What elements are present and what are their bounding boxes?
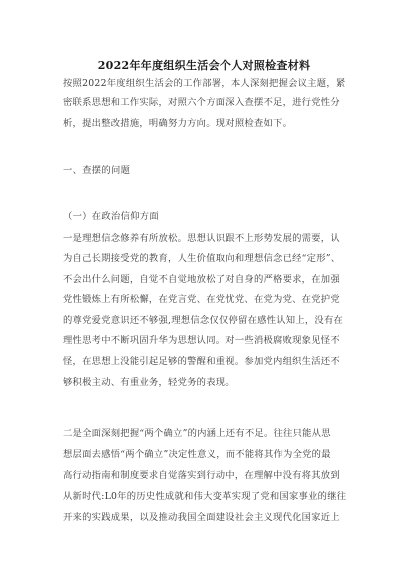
paragraph-two-line-1: 二是全面深刻把握“两个确立”的内涵上还有不足。往往只能从思 xyxy=(63,428,331,439)
paragraph-one-line-5: 的尊党爱党意识还不够强,理想信念仅仅停留在感性认知上，没有在 xyxy=(63,315,344,326)
paragraph-one-line-4: 党性锻炼上有所松懈，在党言党、在党忧党、在党为党、在党护党 xyxy=(63,294,340,305)
paragraph-one-line-6: 理性思考中不断巩固升华为思想认同。对一些消极腐败现象见怪不 xyxy=(63,335,340,346)
paragraph-one-line-1: 一是理想信念修养有所放松。思想认识跟不上形势发展的需要，认 xyxy=(63,233,340,244)
paragraph-two-line-4: 从新时代:L0年的历史性成就和伟大变革实现了党和国家事业的继往 xyxy=(63,491,347,502)
subsection-heading: （一）在政治信仰方面 xyxy=(63,211,159,222)
paragraph-one-line-8: 够积极主动、有重业务，轻党务的表现。 xyxy=(63,377,235,388)
paragraph-two-line-5: 开来的实践成果，以及推动我国全面建设社会主义现代化国家近上 xyxy=(63,512,340,523)
paragraph-two-line-3: 高行动指南和制度要求自觉落实到行动中，在理解中没有将其放到 xyxy=(63,470,340,481)
paragraph-one-line-7: 怪，在思想上没能引起足够的警醒和重视。参加党内组织生活还不 xyxy=(63,356,340,367)
intro-line-3: 析，提出整改措施，明确努力方向。现对照检查如下。 xyxy=(63,118,293,129)
section-heading: 一、查摆的问题 xyxy=(63,165,131,176)
intro-line-1: 按照2022年度组织生活会的工作部署，本人深刻把握会议主题，紧 xyxy=(63,78,346,89)
paragraph-one-line-3: 不会出什么问题，自觉不自觉地放松了对自身的严格要求，在加强 xyxy=(63,274,340,285)
intro-line-2: 密联系思想和工作实际，对照六个方面深入查摆不足，进行党性分 xyxy=(63,97,340,108)
document-title: 2022年年度组织生活会个人对照检查材料 xyxy=(97,59,311,72)
paragraph-two-line-2: 想层面去感悟“两个确立”决定性意义，而不能将其作为全党的最 xyxy=(63,449,331,460)
paragraph-one-line-2: 为自己长期接受党的教育，人生价值取向和理想信念已经“定形”、 xyxy=(63,253,341,264)
